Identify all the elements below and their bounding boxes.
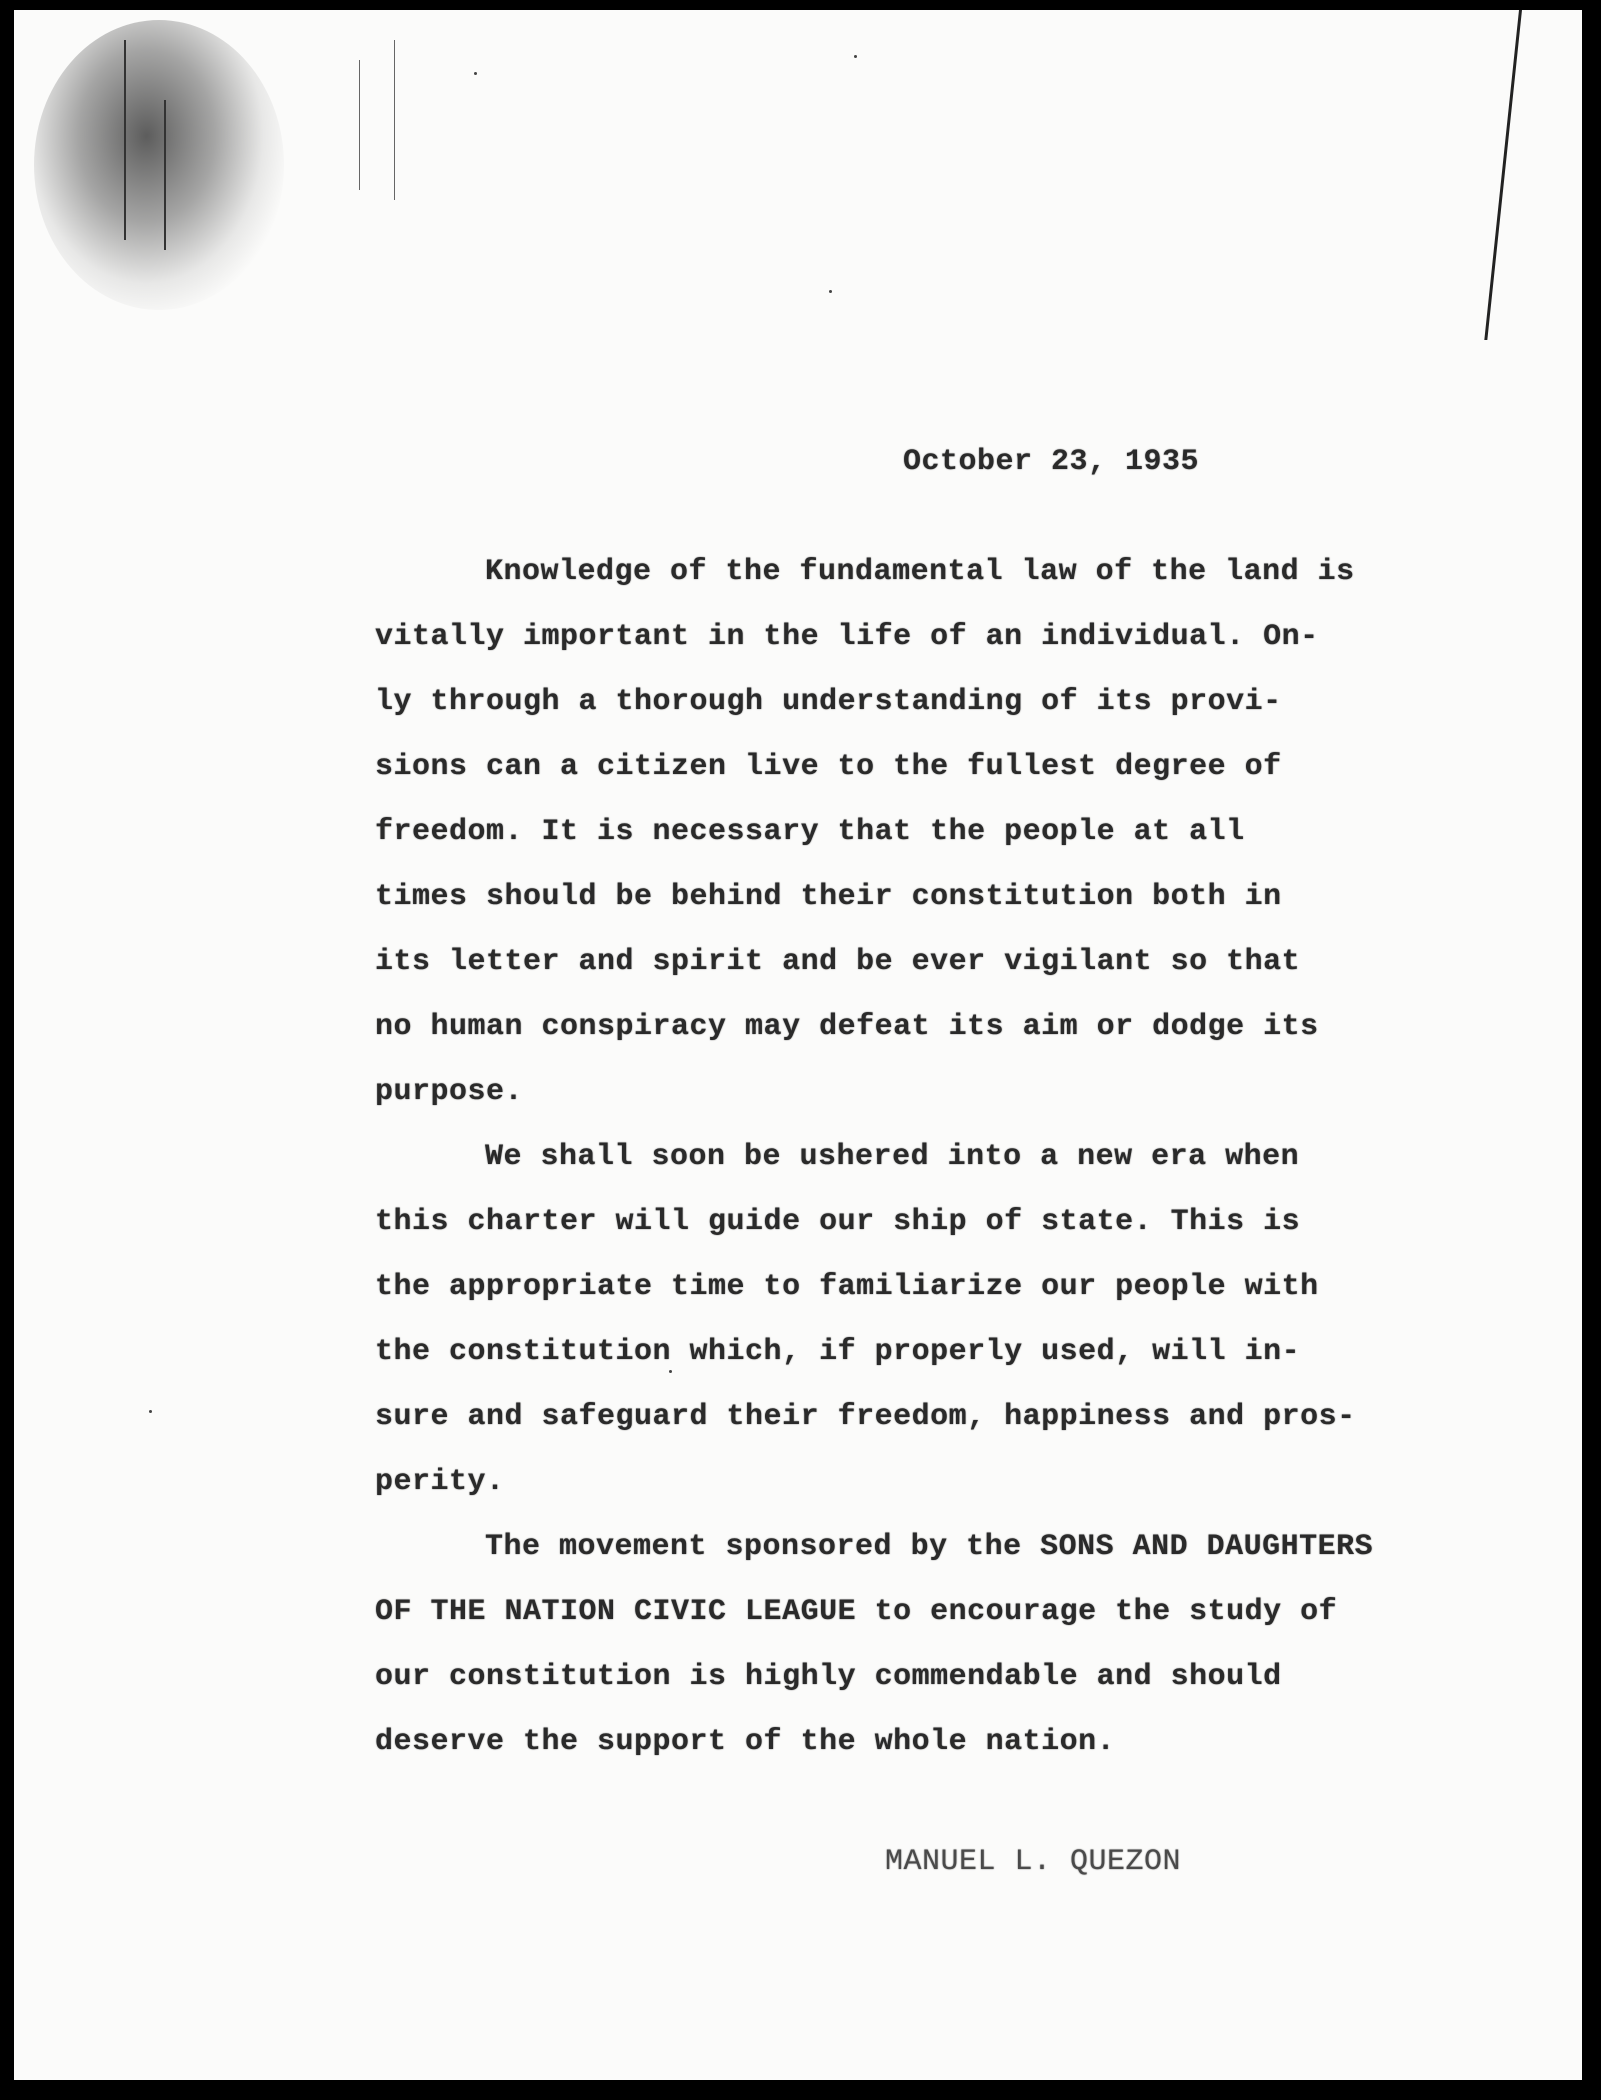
stray-mark [124,40,126,240]
text-line: The movement sponsored by the SONS AND DAUGHTERS [485,1530,1374,1564]
paragraph-1 [375,540,1455,1125]
stray-mark [394,40,395,200]
stray-mark [164,100,166,250]
text-line: no human conspiracy may defeat its aim or dodge its [375,1010,1319,1044]
text-line: perity. [375,1465,505,1499]
text-line: purpose. [375,1075,524,1109]
text-line: this charter will guide our ship of state. This is [375,1205,1301,1239]
text-line: sions can a citizen live to the fullest degree of [375,750,1282,784]
text-line: vitally important in the life of an individual. On- [375,620,1319,654]
folded-corner [1484,10,1582,340]
signature: MANUEL L. QUEZON [885,1845,1182,1879]
text-line: ly through a thorough understanding of its provi- [375,685,1282,719]
speck [854,55,857,58]
letter-date: October 23, 1935 [903,445,1200,479]
speck [829,290,832,293]
text-line: Knowledge of the fundamental law of the land is [485,555,1355,589]
paragraph-2 [375,1125,1455,1515]
ink-smudge [34,20,284,310]
letter-body [375,540,1455,1775]
text-line: the constitution which, if properly used, will in- [375,1335,1301,1369]
text-line: our constitution is highly commendable and should [375,1660,1282,1694]
speck [149,1410,152,1413]
text-line: sure and safeguard their freedom, happiness and pros- [375,1400,1356,1434]
stray-mark [359,60,360,190]
text-line: OF THE NATION CIVIC LEAGUE to encourage the study of [375,1595,1338,1629]
speck [474,72,477,75]
text-line: times should be behind their constitution both in [375,880,1282,914]
text-line: freedom. It is necessary that the people at all [375,815,1245,849]
text-line: deserve the support of the whole nation. [375,1725,1116,1759]
text-line: We shall soon be ushered into a new era when [485,1140,1300,1174]
text-line: the appropriate time to familiarize our people with [375,1270,1319,1304]
text-line: its letter and spirit and be ever vigilant so that [375,945,1301,979]
paragraph-3 [375,1515,1455,1775]
